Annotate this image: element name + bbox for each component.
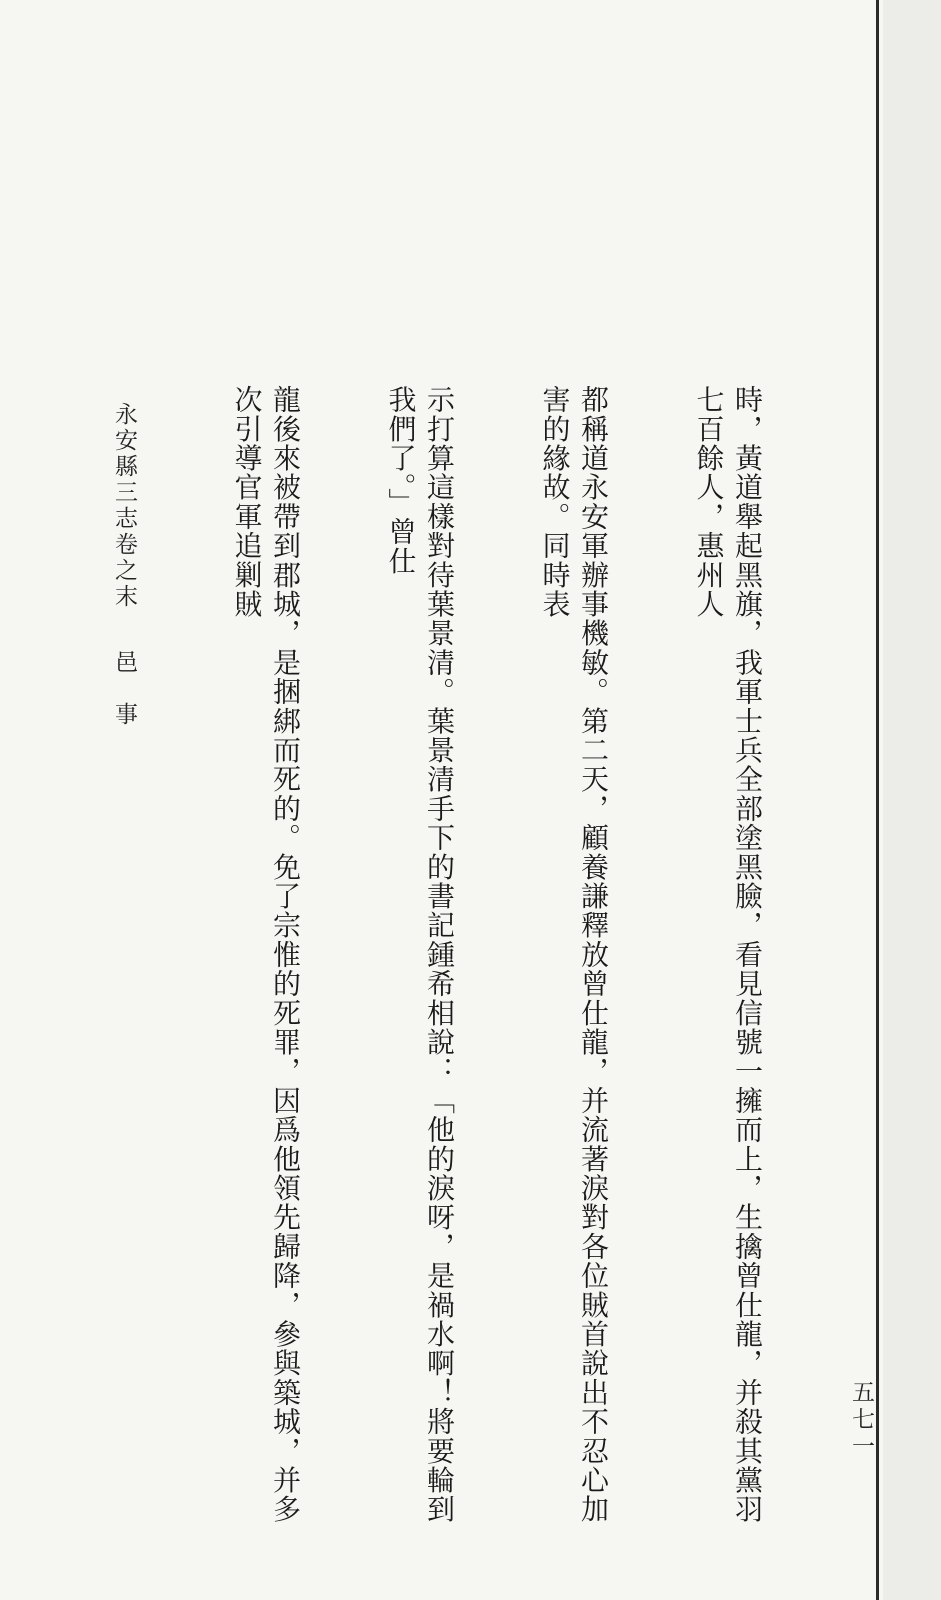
body-text	[163, 385, 843, 1545]
text-column: 都稱道永安軍辦事機敏。第二天，顧養謙釋放曾仕龍，并流著淚對各位賊首說出不忍心加害的緣故。同時表	[538, 385, 610, 1524]
book-title: 永安縣三志卷之末	[111, 402, 137, 610]
section-title: 邑 事	[111, 650, 137, 728]
text-column: 示打算這樣對待葉景清。葉景清手下的書記鍾希相說：「他的淚呀，是禍水啊！將要輪到我們了。」曾仕	[384, 385, 456, 1524]
running-header	[108, 402, 141, 1102]
binding-line	[876, 0, 879, 1600]
text-column: 時，黃道舉起黑旗，我軍士兵全部塗黑臉，看見信號一擁而上，生擒曾仕龍，并殺其黨羽七百餘人，惠州人	[692, 385, 764, 1524]
scan-edge	[883, 0, 941, 1600]
text-column: 龍後來被帶到郡城，是捆綁而死的。免了宗惟的死罪，因爲他領先歸降，參與築城，并多次引導官軍追剿賊	[230, 385, 302, 1524]
page-number: 五七一	[848, 1380, 874, 1461]
